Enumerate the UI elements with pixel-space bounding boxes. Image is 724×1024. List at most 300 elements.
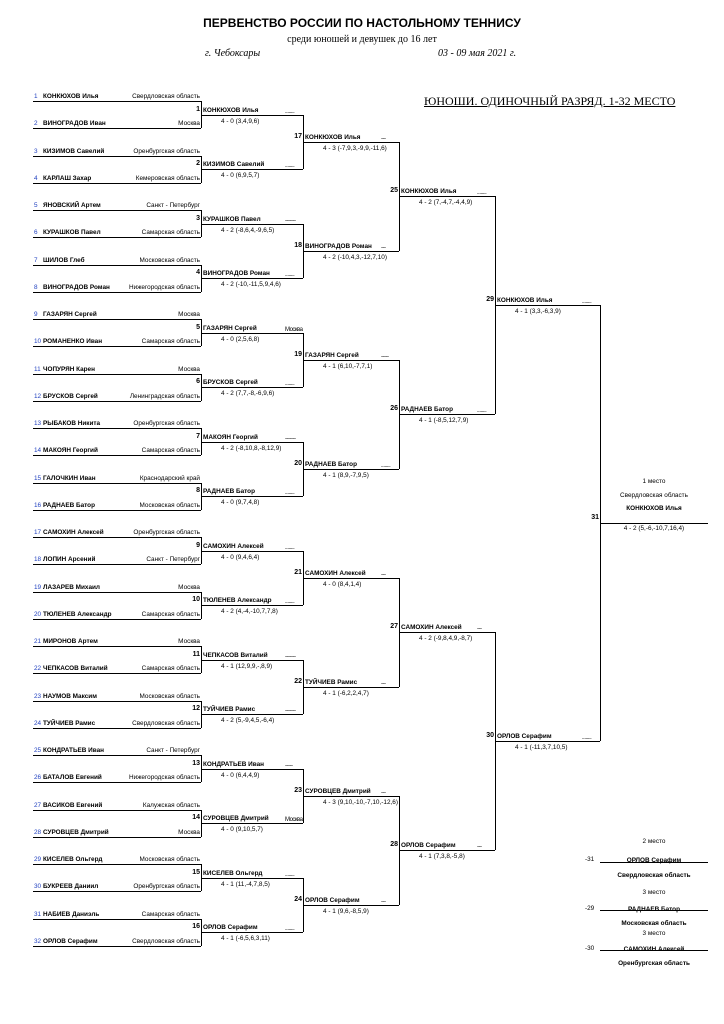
player-number: 15 (34, 474, 42, 482)
player-number: 18 (34, 556, 42, 564)
match-note: --- (381, 789, 386, 796)
player-region: Москва (178, 583, 200, 591)
match-score: 4 - 2 (-8,10,8,-8,12,9) (221, 444, 282, 452)
player-name: РАДНАЕВ Батор (43, 501, 95, 509)
match-note: ........ (381, 462, 391, 469)
match-winner: ВИНОГРАДОВ Роман (305, 242, 372, 250)
match-winner: ТЮЛЕНЕВ Александр (203, 597, 272, 605)
player-number: 27 (34, 801, 42, 809)
match-note: --- (381, 680, 386, 687)
place-label: 3 место (642, 930, 666, 937)
player-line (33, 319, 201, 320)
match-winner: ТУЙЧИЕВ Рамис (305, 678, 358, 686)
match-winner: КОНКЮХОВ Илья (203, 106, 259, 114)
player-number: 13 (34, 420, 42, 427)
player-region: Самарская область (141, 229, 200, 237)
match-score: 4 - 2 (5,-9,4,5,-6,4) (221, 717, 275, 725)
match-number: 5 (196, 323, 200, 331)
player-name: КИСЕЛЕВ Ольгерд (43, 856, 103, 863)
player-line (33, 183, 201, 184)
player-region: Калужская область (142, 801, 200, 809)
match-winner: РАДНАЕВ Батор (203, 488, 255, 496)
match-number: 29 (486, 296, 494, 304)
player-region: Кемеровская область (135, 174, 200, 182)
match-note: ------- (285, 653, 296, 660)
player-name: КАРЛАШ Захар (43, 174, 92, 182)
match-line (201, 551, 303, 552)
match-note: ........ (582, 735, 592, 742)
match-line (201, 387, 303, 388)
player-line (33, 782, 201, 783)
player-name: МИРОНОВ Артем (43, 638, 98, 645)
player-number: 11 (34, 365, 41, 373)
match-number: 8 (196, 487, 200, 495)
player-region: Краснодарский край (139, 474, 200, 482)
player-name: РОМАНЕНКО Иван (43, 338, 103, 346)
player-line (33, 128, 201, 129)
player-name: ГАЗАРЯН Сергей (43, 311, 97, 318)
match-line (303, 251, 399, 252)
place-line (600, 910, 708, 911)
player-region: Свердловская область (132, 93, 200, 100)
match-winner: КОНКЮХОВ Илья (401, 188, 457, 196)
player-number: 2 (34, 120, 38, 128)
place-name: ОРЛОВ Серафим (626, 857, 682, 864)
match-score: 4 - 2 (7,-4,7,-4,4,9) (419, 199, 473, 207)
match-winner: КОНКЮХОВ Илья (305, 133, 361, 141)
player-region: Санкт - Петербург (146, 556, 200, 564)
player-region: Санкт - Петербург (146, 202, 200, 209)
player-name: ЧОПУРЯН Карен (43, 365, 95, 373)
match-number: 25 (390, 187, 398, 195)
player-number: 19 (34, 583, 42, 591)
match-number: 30 (486, 732, 494, 740)
player-name: КУРАШКОВ Павел (43, 229, 101, 237)
player-line (33, 728, 201, 729)
match-line (201, 660, 303, 661)
player-region: Московская область (139, 256, 200, 264)
match-score: 4 - 2 (-8,6,4,-9,6,5) (221, 226, 275, 234)
match-number: 1 (196, 105, 200, 113)
match-score: 4 - 0 (6,4,4,9) (221, 771, 260, 779)
match-note: ........ (285, 599, 295, 606)
player-number: 26 (34, 774, 42, 782)
place-name: РАДНАЕВ Батор (628, 906, 680, 913)
player-name: ОРЛОВ Серафим (43, 937, 98, 945)
match-winner: ОРЛОВ Серафим (305, 896, 360, 904)
match-line (303, 687, 399, 688)
player-region: Московская область (139, 501, 200, 509)
match-score: 4 - 0 (8,4,1,4) (323, 580, 362, 588)
match-line (399, 850, 495, 851)
match-winner: ЧЕПКАСОВ Виталий (203, 651, 268, 659)
player-name: ВИНОГРАДОВ Роман (43, 283, 110, 291)
player-name: МАКОЯН Георгий (43, 447, 98, 455)
player-number: 24 (34, 719, 42, 727)
match-winner: СУРОВЦЕВ Дмитрий (305, 787, 371, 795)
match-number: 17 (294, 132, 302, 140)
match-number: 23 (294, 786, 302, 794)
place-region: Московская область (621, 920, 687, 927)
match-number: 24 (294, 895, 302, 903)
match-number: 3 (196, 214, 200, 222)
match-number: 16 (192, 923, 200, 931)
match-line (201, 714, 303, 715)
player-name: ТУЙЧИЕВ Рамис (43, 719, 96, 727)
player-name: САМОХИН Алексей (43, 529, 104, 536)
player-number: 7 (34, 256, 38, 264)
player-name: НАУМОВ Максим (43, 692, 97, 700)
player-line (33, 564, 201, 565)
match-winner: ОРЛОВ Серафим (497, 733, 552, 741)
match-line (201, 605, 303, 606)
player-region: Самарская область (141, 447, 200, 455)
match-score: 4 - 1 (6,10,-7,7,1) (323, 362, 373, 370)
place-name: САМОХИН Алексей (623, 946, 685, 953)
player-number: 21 (34, 638, 42, 645)
player-region: Санкт - Петербург (146, 747, 200, 754)
player-name: ЛАЗАРЕВ Михаил (43, 583, 100, 591)
match-line (399, 196, 495, 197)
match-number: 14 (192, 814, 200, 822)
match-score: 4 - 2 (-10,4,3,-12,7,10) (323, 253, 387, 261)
match-winner: САМОХИН Алексей (305, 569, 366, 577)
player-name: ВАСИКОВ Евгений (43, 801, 103, 809)
player-line (33, 946, 201, 947)
player-region: Самарская область (141, 338, 200, 346)
page-subtitle: среди юношей и девушек до 16 лет (287, 34, 437, 45)
player-line (33, 292, 201, 293)
match-winner: СУРОВЦЕВ Дмитрий (203, 815, 269, 823)
match-number: 28 (390, 841, 398, 849)
player-line (33, 374, 201, 375)
match-score: 4 - 2 (4,-4,-10,7,7,8) (221, 608, 278, 616)
player-name: БАТАЛОВ Евгений (43, 774, 102, 782)
match-score: 4 - 2 (7,7,-8,-6,9,6) (221, 390, 275, 398)
player-region: Москва (178, 365, 200, 373)
match-line (201, 442, 303, 443)
player-number: 10 (34, 338, 42, 346)
match-line (201, 769, 303, 770)
event-city: г. Чебоксары (205, 48, 261, 59)
player-number: 9 (34, 311, 38, 318)
match-number: 20 (294, 459, 302, 467)
match-line (495, 305, 600, 306)
player-name: НАБИЕВ Даниэль (43, 910, 100, 918)
match-line (399, 632, 495, 633)
player-number: 25 (34, 747, 42, 754)
match-note: Москва (285, 326, 303, 333)
final-line (600, 523, 708, 524)
match-line (303, 578, 399, 579)
player-number: 4 (34, 174, 38, 182)
match-line (303, 142, 399, 143)
place-line (600, 950, 708, 951)
match-winner: КУРАШКОВ Павел (203, 215, 261, 223)
player-name: ВИНОГРАДОВ Иван (43, 120, 106, 128)
match-score: 4 - 0 (3,4,9,6) (221, 117, 260, 125)
match-line (201, 496, 303, 497)
player-region: Самарская область (141, 910, 200, 918)
match-note: --- (381, 244, 386, 251)
match-winner: ОРЛОВ Серафим (203, 924, 258, 932)
match-score: 4 - 1 (11,-4,7,8,5) (221, 880, 270, 888)
player-line (33, 483, 201, 484)
match-note: --- (477, 844, 482, 851)
place-label: 2 место (642, 838, 666, 845)
place-ref: -29 (585, 905, 595, 912)
match-number: 9 (196, 541, 200, 549)
match-number: 21 (294, 568, 302, 576)
match-winner: ГАЗАРЯН Сергей (305, 351, 359, 359)
match-winner: КИСЕЛЕВ Ольгерд (203, 869, 263, 877)
player-number: 14 (34, 447, 42, 455)
match-number: 10 (192, 596, 200, 604)
player-number: 5 (34, 202, 38, 209)
place-label: 3 место (642, 889, 666, 896)
match-number: 6 (196, 378, 200, 386)
match-winner: РАДНАЕВ Батор (305, 460, 357, 468)
player-line (33, 919, 201, 920)
match-note: ........ (582, 299, 592, 306)
match-line (201, 224, 303, 225)
match-score: 4 - 1 (-11,3,7,10,5) (515, 744, 568, 752)
player-line (33, 864, 201, 865)
player-region: Оренбургская область (133, 529, 200, 536)
match-score: 4 - 0 (6,9,5,7) (221, 172, 260, 180)
place-ref: -30 (585, 945, 595, 952)
match-number: 7 (196, 432, 200, 440)
final-score: 4 - 2 (5,-6,-10,7,16,4) (623, 525, 685, 533)
player-line (33, 810, 201, 811)
player-region: Москва (178, 120, 200, 128)
match-line (201, 169, 303, 170)
match-number: 4 (196, 269, 200, 277)
player-name: СУРОВЦЕВ Дмитрий (43, 828, 109, 836)
player-region: Оренбургская область (133, 147, 200, 155)
place-region: Свердловская область (617, 872, 691, 879)
player-name: ШИЛОВ Глеб (43, 256, 85, 264)
match-line (201, 333, 303, 334)
player-region: Самарская область (141, 610, 200, 618)
match-note: ------- (285, 435, 296, 442)
match-winner: МАКОЯН Георгий (203, 433, 258, 441)
match-score: 4 - 1 (9,6,-8,5,9) (323, 907, 369, 915)
player-number: 28 (34, 828, 42, 836)
match-note: ........ (285, 381, 295, 388)
match-score: 4 - 0 (2,5,6,8) (221, 335, 260, 343)
match-note: ........ (285, 163, 295, 170)
match-winner: КОНКЮХОВ Илья (497, 297, 553, 305)
player-region: Москва (178, 828, 200, 836)
match-note: --- (477, 626, 482, 633)
player-region: Самарская область (141, 665, 200, 673)
match-score: 4 - 1 (3,3,-6,3,9) (515, 308, 561, 316)
match-line (201, 278, 303, 279)
match-winner: РАДНАЕВ Батор (401, 406, 453, 414)
match-number: 13 (192, 759, 200, 767)
player-name: ЛОПИН Арсений (43, 556, 96, 564)
player-number: 22 (34, 665, 42, 673)
player-line (33, 401, 201, 402)
match-line (399, 414, 495, 415)
player-line (33, 101, 201, 102)
match-note: ........ (285, 871, 295, 878)
match-line (303, 796, 399, 797)
match-note: ------- (285, 708, 296, 715)
player-region: Нижегородская область (128, 283, 200, 291)
match-number: 22 (294, 677, 302, 685)
player-name: БУКРЕЕВ Даниил (43, 883, 99, 891)
match-score: 4 - 2 (-10,-11,5,9,4,6) (221, 281, 281, 289)
match-winner: ВИНОГРАДОВ Роман (203, 270, 270, 278)
match-number: 26 (390, 405, 398, 413)
match-line (303, 469, 399, 470)
match-note: ........ (285, 926, 295, 933)
match-number: 31 (591, 514, 599, 522)
match-winner: БРУСКОВ Сергей (203, 379, 258, 387)
match-number: 12 (192, 705, 200, 713)
player-number: 17 (34, 529, 42, 536)
match-line (495, 741, 600, 742)
player-line (33, 428, 201, 429)
player-line (33, 156, 201, 157)
player-number: 31 (34, 910, 42, 918)
match-note: ----- (381, 353, 389, 360)
match-number: 15 (192, 868, 200, 876)
match-score: 4 - 0 (9,7,4,8) (221, 499, 260, 507)
player-region: Свердловская область (132, 937, 200, 945)
player-region: Оренбургская область (133, 883, 200, 891)
match-score: 4 - 1 (12,9,9,-,8,9) (221, 662, 273, 670)
match-note: --- (381, 135, 386, 142)
page-title: ПЕРВЕНСТВО РОССИИ ПО НАСТОЛЬНОМУ ТЕННИСУ (203, 16, 521, 30)
player-region: Москва (178, 638, 200, 645)
player-number: 6 (34, 229, 38, 237)
player-name: РЫБАКОВ Никита (43, 420, 101, 427)
match-note: ........ (285, 108, 295, 115)
player-number: 8 (34, 283, 38, 291)
player-name: КИЗИМОВ Савелий (43, 147, 105, 155)
player-line (33, 265, 201, 266)
player-region: Москва (178, 311, 200, 318)
player-line (33, 210, 201, 211)
match-note: ........ (477, 190, 487, 197)
match-winner: ТУЙЧИЕВ Рамис (203, 706, 256, 714)
event-dates: 03 - 09 мая 2021 г. (438, 48, 517, 59)
player-line (33, 346, 201, 347)
match-score: 4 - 2 (-9,8,4,9,-8,7) (419, 635, 473, 643)
player-line (33, 755, 201, 756)
match-number: 27 (390, 623, 398, 631)
player-name: КОНДРАТЬЕВ Иван (43, 747, 105, 754)
match-winner: САМОХИН Алексей (203, 542, 264, 550)
player-line (33, 510, 201, 511)
player-name: КОНКЮХОВ Илья (43, 93, 99, 100)
match-line (201, 115, 303, 116)
match-line (201, 932, 303, 933)
player-region: Московская область (139, 692, 200, 700)
player-number: 20 (34, 610, 42, 618)
match-note: ------- (285, 217, 296, 224)
match-line (303, 905, 399, 906)
player-number: 23 (34, 692, 42, 700)
match-line (303, 360, 399, 361)
match-note: Москва (285, 817, 303, 824)
match-score: 4 - 3 (9,10,-10,-7,10,-12,6) (323, 798, 398, 806)
match-note: ........ (285, 272, 295, 279)
match-winner: САМОХИН Алексей (401, 624, 462, 632)
player-line (33, 592, 201, 593)
final-winner: КОНКЮХОВ Илья (626, 505, 682, 513)
match-line (201, 878, 303, 879)
match-note: --- (381, 898, 386, 905)
match-winner: КОНДРАТЬЕВ Иван (203, 760, 265, 768)
match-score: 4 - 1 (-6,2,2,4,7) (323, 689, 369, 697)
place-region: Оренбургская область (618, 960, 690, 967)
place-ref: -31 (585, 856, 595, 863)
player-name: ТЮЛЕНЕВ Александр (43, 610, 112, 618)
match-winner: КИЗИМОВ Савелий (203, 161, 265, 169)
player-line (33, 237, 201, 238)
match-note: ........ (477, 408, 487, 415)
place-line (600, 862, 708, 863)
player-line (33, 646, 201, 647)
match-note: ----- (285, 762, 293, 769)
player-name: ЯНОВСКИЙ Артем (43, 202, 101, 209)
player-number: 32 (34, 937, 42, 945)
player-line (33, 891, 201, 892)
match-number: 19 (294, 350, 302, 358)
match-note: ........ (285, 544, 295, 551)
match-score: 4 - 1 (-8,5,12,7,9) (419, 417, 469, 425)
player-number: 30 (34, 883, 42, 891)
final-place: 1 место (642, 478, 666, 486)
player-line (33, 537, 201, 538)
match-winner: ОРЛОВ Серафим (401, 842, 456, 850)
match-line (201, 823, 303, 824)
player-name: БРУСКОВ Сергей (43, 392, 98, 400)
player-region: Нижегородская область (128, 774, 200, 782)
match-score: 4 - 0 (9,10,5,7) (221, 826, 263, 834)
match-winner: ГАЗАРЯН Сергей (203, 324, 257, 332)
player-region: Свердловская область (132, 719, 200, 727)
player-line (33, 837, 201, 838)
player-number: 3 (34, 147, 38, 155)
match-score: 4 - 0 (9,4,6,4) (221, 553, 260, 561)
match-number: 18 (294, 241, 302, 249)
player-line (33, 673, 201, 674)
match-number: 11 (192, 650, 200, 658)
match-note: --- (381, 571, 386, 578)
player-name: ГАЛОЧКИН Иван (43, 474, 96, 482)
player-line (33, 455, 201, 456)
player-region: Оренбургская область (133, 420, 200, 427)
player-name: ЧЕПКАСОВ Виталий (43, 665, 108, 673)
player-region: Московская область (139, 856, 200, 863)
match-score: 4 - 1 (-6,5,6,3,11) (221, 935, 270, 943)
player-number: 12 (34, 392, 42, 400)
match-score: 4 - 1 (7,3,8,-5,8) (419, 853, 465, 861)
player-line (33, 619, 201, 620)
player-number: 29 (34, 856, 42, 863)
bracket-category: ЮНОШИ. ОДИНОЧНЫЙ РАЗРЯД. 1-32 МЕСТО (424, 94, 676, 108)
player-line (33, 701, 201, 702)
player-number: 1 (34, 93, 38, 100)
player-number: 16 (34, 501, 42, 509)
match-score: 4 - 3 (-7,9,3,-9,9,-11,6) (323, 144, 387, 152)
match-number: 2 (196, 160, 200, 168)
